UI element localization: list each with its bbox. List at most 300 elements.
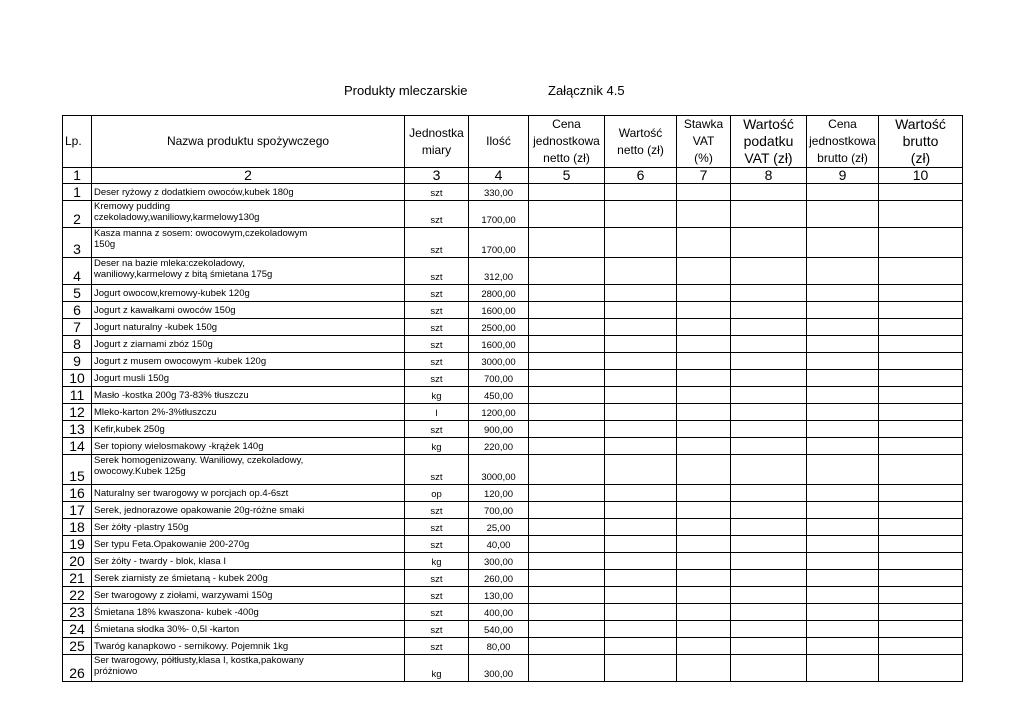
- row-vat-rate: [677, 604, 731, 621]
- row-vat-value: [731, 228, 807, 258]
- row-product-name: Jogurt z kawałkami owoców 150g: [92, 302, 405, 319]
- row-quantity: 1200,00: [469, 404, 529, 421]
- row-gross-value: [879, 353, 963, 370]
- row-lp: 13: [63, 421, 92, 438]
- row-quantity: 400,00: [469, 604, 529, 621]
- row-lp: 16: [63, 485, 92, 502]
- row-vat-value: [731, 421, 807, 438]
- row-unit-gross-price: [807, 319, 879, 336]
- row-unit-gross-price: [807, 302, 879, 319]
- row-quantity: 80,00: [469, 638, 529, 655]
- header-value-gross: Wartość brutto (zł): [879, 116, 963, 168]
- table-row: [63, 319, 963, 336]
- row-vat-value: [731, 370, 807, 387]
- row-vat-value: [731, 336, 807, 353]
- row-unit-net-price: [529, 485, 605, 502]
- row-net-value: [605, 604, 677, 621]
- row-lp: 21: [63, 570, 92, 587]
- row-gross-value: [879, 455, 963, 485]
- row-gross-value: [879, 319, 963, 336]
- products-table: [62, 115, 963, 682]
- row-unit-net-price: [529, 404, 605, 421]
- row-net-value: [605, 184, 677, 201]
- row-vat-rate: [677, 258, 731, 285]
- row-vat-value: [731, 502, 807, 519]
- row-gross-value: [879, 438, 963, 455]
- table-row: [63, 638, 963, 655]
- row-net-value: [605, 553, 677, 570]
- row-quantity: 300,00: [469, 655, 529, 682]
- row-product-name: Naturalny ser twarogowy w porcjach op.4-6szt: [92, 485, 405, 502]
- row-quantity: 1600,00: [469, 302, 529, 319]
- row-product-name: Ser twarogowy, półtłusty,klasa I, kostka,pakowany próżniowo: [92, 655, 405, 682]
- row-net-value: [605, 353, 677, 370]
- row-unit: kg: [405, 655, 469, 682]
- row-net-value: [605, 655, 677, 682]
- row-product-name: Śmietana słodka 30%- 0,5l -karton: [92, 621, 405, 638]
- row-lp: 3: [63, 228, 92, 258]
- row-unit-gross-price: [807, 553, 879, 570]
- column-number: 2: [92, 168, 405, 184]
- row-lp: 11: [63, 387, 92, 404]
- row-quantity: 120,00: [469, 485, 529, 502]
- row-vat-value: [731, 604, 807, 621]
- row-gross-value: [879, 570, 963, 587]
- row-vat-value: [731, 485, 807, 502]
- row-gross-value: [879, 519, 963, 536]
- row-vat-rate: [677, 421, 731, 438]
- row-lp: 7: [63, 319, 92, 336]
- row-unit-net-price: [529, 421, 605, 438]
- header-unit: Jednostka miary: [405, 116, 469, 168]
- row-unit-gross-price: [807, 519, 879, 536]
- table-row: [63, 184, 963, 201]
- row-vat-value: [731, 285, 807, 302]
- header-unit-net: Cena jednostkowa netto (zł): [529, 116, 605, 168]
- row-unit: szt: [405, 201, 469, 228]
- row-product-name: Kefir,kubek 250g: [92, 421, 405, 438]
- table-row: [63, 421, 963, 438]
- row-unit-net-price: [529, 604, 605, 621]
- row-lp: 20: [63, 553, 92, 570]
- row-product-name: Jogurt z musem owocowym -kubek 120g: [92, 353, 405, 370]
- row-product-name: Ser żółty - twardy - blok, klasa I: [92, 553, 405, 570]
- row-quantity: 3000,00: [469, 353, 529, 370]
- row-net-value: [605, 285, 677, 302]
- row-gross-value: [879, 228, 963, 258]
- row-vat-rate: [677, 638, 731, 655]
- row-unit: kg: [405, 387, 469, 404]
- row-unit: szt: [405, 638, 469, 655]
- row-lp: 26: [63, 655, 92, 682]
- row-vat-rate: [677, 387, 731, 404]
- row-vat-value: [731, 201, 807, 228]
- row-product-name: Jogurt owocow,kremowy-kubek 120g: [92, 285, 405, 302]
- row-lp: 23: [63, 604, 92, 621]
- row-gross-value: [879, 201, 963, 228]
- row-lp: 14: [63, 438, 92, 455]
- row-unit: szt: [405, 302, 469, 319]
- row-unit: szt: [405, 336, 469, 353]
- row-gross-value: [879, 258, 963, 285]
- table-row: [63, 302, 963, 319]
- row-vat-value: [731, 353, 807, 370]
- row-unit-gross-price: [807, 604, 879, 621]
- row-quantity: 3000,00: [469, 455, 529, 485]
- row-vat-value: [731, 387, 807, 404]
- row-vat-rate: [677, 570, 731, 587]
- row-gross-value: [879, 638, 963, 655]
- row-product-name: Mleko-karton 2%-3%tłuszczu: [92, 404, 405, 421]
- row-lp: 18: [63, 519, 92, 536]
- row-vat-rate: [677, 404, 731, 421]
- row-unit: szt: [405, 502, 469, 519]
- row-net-value: [605, 258, 677, 285]
- row-product-name: Kremowy pudding czekoladowy,waniliowy,karmelowy130g: [92, 201, 405, 228]
- row-quantity: 900,00: [469, 421, 529, 438]
- row-unit-gross-price: [807, 201, 879, 228]
- row-lp: 2: [63, 201, 92, 228]
- row-vat-rate: [677, 502, 731, 519]
- row-unit-gross-price: [807, 587, 879, 604]
- row-vat-rate: [677, 353, 731, 370]
- row-net-value: [605, 536, 677, 553]
- row-unit-net-price: [529, 336, 605, 353]
- row-product-name: Śmietana 18% kwaszona- kubek -400g: [92, 604, 405, 621]
- row-vat-rate: [677, 485, 731, 502]
- column-number: 8: [731, 168, 807, 184]
- row-unit-net-price: [529, 353, 605, 370]
- row-product-name: Ser żółty -plastry 150g: [92, 519, 405, 536]
- row-unit: szt: [405, 319, 469, 336]
- row-unit-net-price: [529, 258, 605, 285]
- table-row: [63, 404, 963, 421]
- row-quantity: 260,00: [469, 570, 529, 587]
- column-number: 4: [469, 168, 529, 184]
- row-unit-net-price: [529, 638, 605, 655]
- row-unit: kg: [405, 553, 469, 570]
- row-gross-value: [879, 421, 963, 438]
- row-unit: szt: [405, 455, 469, 485]
- row-lp: 12: [63, 404, 92, 421]
- row-product-name: Ser topiony wielosmakowy -krążek 140g: [92, 438, 405, 455]
- row-unit-net-price: [529, 587, 605, 604]
- row-vat-rate: [677, 621, 731, 638]
- row-lp: 4: [63, 258, 92, 285]
- row-gross-value: [879, 553, 963, 570]
- row-gross-value: [879, 370, 963, 387]
- row-vat-value: [731, 404, 807, 421]
- table-row: [63, 536, 963, 553]
- row-unit-gross-price: [807, 285, 879, 302]
- products-body: [63, 184, 963, 682]
- table-row: [63, 485, 963, 502]
- row-unit: szt: [405, 621, 469, 638]
- row-unit-gross-price: [807, 387, 879, 404]
- row-unit-net-price: [529, 553, 605, 570]
- column-number: 6: [605, 168, 677, 184]
- row-net-value: [605, 638, 677, 655]
- row-vat-value: [731, 519, 807, 536]
- row-lp: 6: [63, 302, 92, 319]
- row-unit-net-price: [529, 285, 605, 302]
- row-lp: 9: [63, 353, 92, 370]
- row-vat-value: [731, 553, 807, 570]
- sheet-title: Produkty mleczarskie: [344, 83, 468, 98]
- row-gross-value: [879, 184, 963, 201]
- row-vat-rate: [677, 184, 731, 201]
- row-vat-value: [731, 302, 807, 319]
- row-product-name: Masło -kostka 200g 73-83% tłuszczu: [92, 387, 405, 404]
- row-product-name: Jogurt z ziarnami zbóz 150g: [92, 336, 405, 353]
- row-net-value: [605, 370, 677, 387]
- table-row: [63, 258, 963, 285]
- table-row: [63, 228, 963, 258]
- row-lp: 1: [63, 184, 92, 201]
- row-gross-value: [879, 336, 963, 353]
- column-number: 7: [677, 168, 731, 184]
- row-lp: 24: [63, 621, 92, 638]
- table-row: [63, 553, 963, 570]
- row-product-name: Deser ryżowy z dodatkiem owoców,kubek 180g: [92, 184, 405, 201]
- row-unit-net-price: [529, 370, 605, 387]
- table-row: [63, 621, 963, 638]
- row-quantity: 1700,00: [469, 228, 529, 258]
- row-net-value: [605, 455, 677, 485]
- row-unit-net-price: [529, 387, 605, 404]
- row-unit: szt: [405, 353, 469, 370]
- row-unit-gross-price: [807, 536, 879, 553]
- row-net-value: [605, 587, 677, 604]
- row-product-name: Serek, jednorazowe opakowanie 20g-różne smaki: [92, 502, 405, 519]
- row-vat-value: [731, 455, 807, 485]
- row-vat-value: [731, 319, 807, 336]
- row-unit-gross-price: [807, 638, 879, 655]
- row-unit: szt: [405, 536, 469, 553]
- header-qty: Ilość: [469, 116, 529, 168]
- row-lp: 5: [63, 285, 92, 302]
- row-vat-value: [731, 621, 807, 638]
- row-unit: l: [405, 404, 469, 421]
- row-unit: kg: [405, 438, 469, 455]
- row-vat-value: [731, 570, 807, 587]
- row-unit: szt: [405, 570, 469, 587]
- row-quantity: 2800,00: [469, 285, 529, 302]
- row-unit-net-price: [529, 455, 605, 485]
- row-unit-net-price: [529, 519, 605, 536]
- header-vat-rate: Stawka VAT (%): [677, 116, 731, 168]
- row-quantity: 40,00: [469, 536, 529, 553]
- row-net-value: [605, 570, 677, 587]
- row-unit-net-price: [529, 655, 605, 682]
- table-row: [63, 570, 963, 587]
- table-row: [63, 336, 963, 353]
- row-unit: szt: [405, 285, 469, 302]
- row-net-value: [605, 336, 677, 353]
- row-gross-value: [879, 536, 963, 553]
- row-net-value: [605, 502, 677, 519]
- row-unit-gross-price: [807, 655, 879, 682]
- row-unit-gross-price: [807, 184, 879, 201]
- annex-label: Załącznik 4.5: [548, 83, 625, 98]
- row-unit-net-price: [529, 570, 605, 587]
- row-lp: 19: [63, 536, 92, 553]
- row-unit: szt: [405, 587, 469, 604]
- row-quantity: 2500,00: [469, 319, 529, 336]
- row-product-name: Serek homogenizowany. Waniliowy, czekoladowy, owocowy.Kubek 125g: [92, 455, 405, 485]
- row-quantity: 25,00: [469, 519, 529, 536]
- row-lp: 25: [63, 638, 92, 655]
- row-vat-rate: [677, 228, 731, 258]
- row-gross-value: [879, 485, 963, 502]
- row-net-value: [605, 387, 677, 404]
- row-lp: 22: [63, 587, 92, 604]
- row-quantity: 1600,00: [469, 336, 529, 353]
- row-unit-net-price: [529, 319, 605, 336]
- header-vat-value: Wartość podatku VAT (zł): [731, 116, 807, 168]
- row-unit: szt: [405, 184, 469, 201]
- row-vat-rate: [677, 319, 731, 336]
- row-unit-gross-price: [807, 258, 879, 285]
- table-row: [63, 285, 963, 302]
- row-gross-value: [879, 502, 963, 519]
- row-unit-gross-price: [807, 370, 879, 387]
- row-unit-net-price: [529, 228, 605, 258]
- row-gross-value: [879, 655, 963, 682]
- row-quantity: 300,00: [469, 553, 529, 570]
- row-product-name: Kasza manna z sosem: owocowym,czekoladowym 150g: [92, 228, 405, 258]
- row-net-value: [605, 228, 677, 258]
- row-unit-gross-price: [807, 421, 879, 438]
- row-unit: szt: [405, 228, 469, 258]
- row-vat-rate: [677, 285, 731, 302]
- row-net-value: [605, 519, 677, 536]
- row-unit-gross-price: [807, 455, 879, 485]
- row-vat-rate: [677, 553, 731, 570]
- row-vat-value: [731, 587, 807, 604]
- column-number: 10: [879, 168, 963, 184]
- row-unit-gross-price: [807, 485, 879, 502]
- row-vat-rate: [677, 587, 731, 604]
- row-vat-rate: [677, 201, 731, 228]
- row-vat-value: [731, 536, 807, 553]
- row-vat-value: [731, 438, 807, 455]
- row-gross-value: [879, 604, 963, 621]
- row-gross-value: [879, 404, 963, 421]
- row-gross-value: [879, 621, 963, 638]
- row-vat-rate: [677, 655, 731, 682]
- table-row: [63, 587, 963, 604]
- row-lp: 15: [63, 455, 92, 485]
- table-row: [63, 353, 963, 370]
- row-vat-rate: [677, 302, 731, 319]
- table-row: [63, 604, 963, 621]
- table-row: [63, 370, 963, 387]
- row-lp: 17: [63, 502, 92, 519]
- row-vat-rate: [677, 370, 731, 387]
- row-unit: op: [405, 485, 469, 502]
- row-quantity: 1700,00: [469, 201, 529, 228]
- row-net-value: [605, 485, 677, 502]
- row-net-value: [605, 421, 677, 438]
- row-quantity: 312,00: [469, 258, 529, 285]
- row-unit-net-price: [529, 536, 605, 553]
- column-number: 3: [405, 168, 469, 184]
- row-unit-gross-price: [807, 353, 879, 370]
- row-net-value: [605, 404, 677, 421]
- row-vat-rate: [677, 519, 731, 536]
- column-number: 5: [529, 168, 605, 184]
- table-row: [63, 201, 963, 228]
- table-row: [63, 387, 963, 404]
- row-quantity: 330,00: [469, 184, 529, 201]
- column-number-row: [63, 168, 963, 184]
- row-net-value: [605, 302, 677, 319]
- row-gross-value: [879, 587, 963, 604]
- header-lp: Lp.: [63, 116, 92, 168]
- row-lp: 8: [63, 336, 92, 353]
- row-unit-net-price: [529, 502, 605, 519]
- column-number: 1: [63, 168, 92, 184]
- row-lp: 10: [63, 370, 92, 387]
- row-quantity: 130,00: [469, 587, 529, 604]
- row-product-name: Jogurt musli 150g: [92, 370, 405, 387]
- row-product-name: Twaróg kanapkowo - sernikowy. Pojemnik 1kg: [92, 638, 405, 655]
- row-quantity: 700,00: [469, 370, 529, 387]
- table-row: [63, 502, 963, 519]
- row-net-value: [605, 319, 677, 336]
- row-product-name: Jogurt naturalny -kubek 150g: [92, 319, 405, 336]
- row-vat-rate: [677, 438, 731, 455]
- header-unit-gross: Cena jednostkowa brutto (zł): [807, 116, 879, 168]
- row-unit-net-price: [529, 438, 605, 455]
- row-unit-net-price: [529, 302, 605, 319]
- row-net-value: [605, 438, 677, 455]
- row-quantity: 450,00: [469, 387, 529, 404]
- row-unit: szt: [405, 519, 469, 536]
- row-gross-value: [879, 387, 963, 404]
- row-vat-rate: [677, 455, 731, 485]
- row-product-name: Ser typu Feta.Opakowanie 200-270g: [92, 536, 405, 553]
- row-unit-gross-price: [807, 404, 879, 421]
- row-vat-value: [731, 184, 807, 201]
- row-quantity: 220,00: [469, 438, 529, 455]
- row-unit-net-price: [529, 184, 605, 201]
- row-unit-net-price: [529, 621, 605, 638]
- row-vat-value: [731, 638, 807, 655]
- row-quantity: 540,00: [469, 621, 529, 638]
- row-vat-value: [731, 655, 807, 682]
- row-quantity: 700,00: [469, 502, 529, 519]
- table-row: [63, 455, 963, 485]
- row-unit-gross-price: [807, 502, 879, 519]
- row-unit-net-price: [529, 201, 605, 228]
- row-unit-gross-price: [807, 621, 879, 638]
- row-unit-gross-price: [807, 570, 879, 587]
- table-row: [63, 655, 963, 682]
- header-value-net: Wartość netto (zł): [605, 116, 677, 168]
- row-unit: szt: [405, 604, 469, 621]
- table-row: [63, 519, 963, 536]
- header-name: Nazwa produktu spożywczego: [92, 116, 405, 168]
- row-vat-value: [731, 258, 807, 285]
- row-gross-value: [879, 302, 963, 319]
- row-net-value: [605, 201, 677, 228]
- row-vat-rate: [677, 336, 731, 353]
- row-unit: szt: [405, 421, 469, 438]
- row-unit: szt: [405, 370, 469, 387]
- row-unit-gross-price: [807, 438, 879, 455]
